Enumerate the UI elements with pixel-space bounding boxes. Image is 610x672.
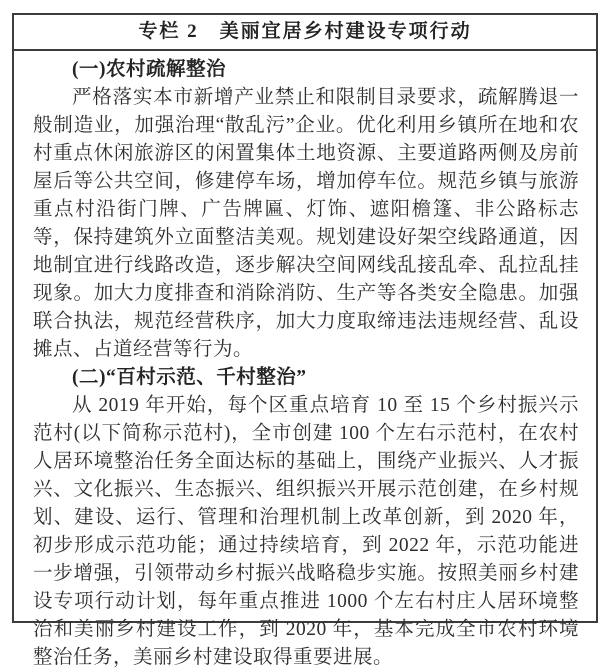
section-2-paragraph: 从 2019 年开始，每个区重点培育 10 至 15 个乡村振兴示范村(以下简称示范村)，全市创建 100 个左右示范村，在农村人居环境整治任务全面达标的基础上，围绕产业振兴、人才振兴、文化振兴、生态振兴、组织振兴开展示范创建，在乡村规划、建设、运行、管理和治理机制上改革创新，到 2020 年，初步形成示范功能；通过持续培育，到 2022 年，示范功能进一步增强，引领带动乡村振兴战略稳步实施。按照美丽乡村建设专项行动计划，每年重点推进 1000 个左右村庄人居环境整治和美丽乡村建设工作，到 2020 年，基本完成全市农村环境整治任务，美丽乡村建设取得重要进展。 — [33, 395, 579, 668]
panel-body — [14, 51, 596, 672]
panel-title: 专栏 2 美丽宜居乡村建设专项行动 — [14, 15, 596, 51]
section-1-paragraph: 严格落实本市新增产业禁止和限制目录要求，疏解腾退一般制造业，加强治理“散乱污”企业。优化利用乡镇所在地和农村重点休闲旅游区的闲置集体土地资源、主要道路两侧及房前屋后等公共空间，修建停车场，增加停车位。规范乡镇与旅游重点村沿街门牌、广告牌匾、灯饰、遮阳檐篷、非公路标志等，保持建筑外立面整洁美观。规划建设好架空线路通道，因地制宜进行线路改造，逐步解决空间网线乱接乱牵、乱拉乱挂现象。加大力度排查和消除消防、生产等各类安全隐患。加强联合执法，规范经营秩序，加大力度取缔违法违规经营、乱设摊点、占道经营等行为。 — [33, 87, 579, 360]
special-action-column-box — [12, 13, 598, 668]
section-1-heading: (一)农村疏解整治 — [72, 59, 226, 80]
section-2-heading: (二)“百村示范、千村整治” — [72, 367, 307, 388]
